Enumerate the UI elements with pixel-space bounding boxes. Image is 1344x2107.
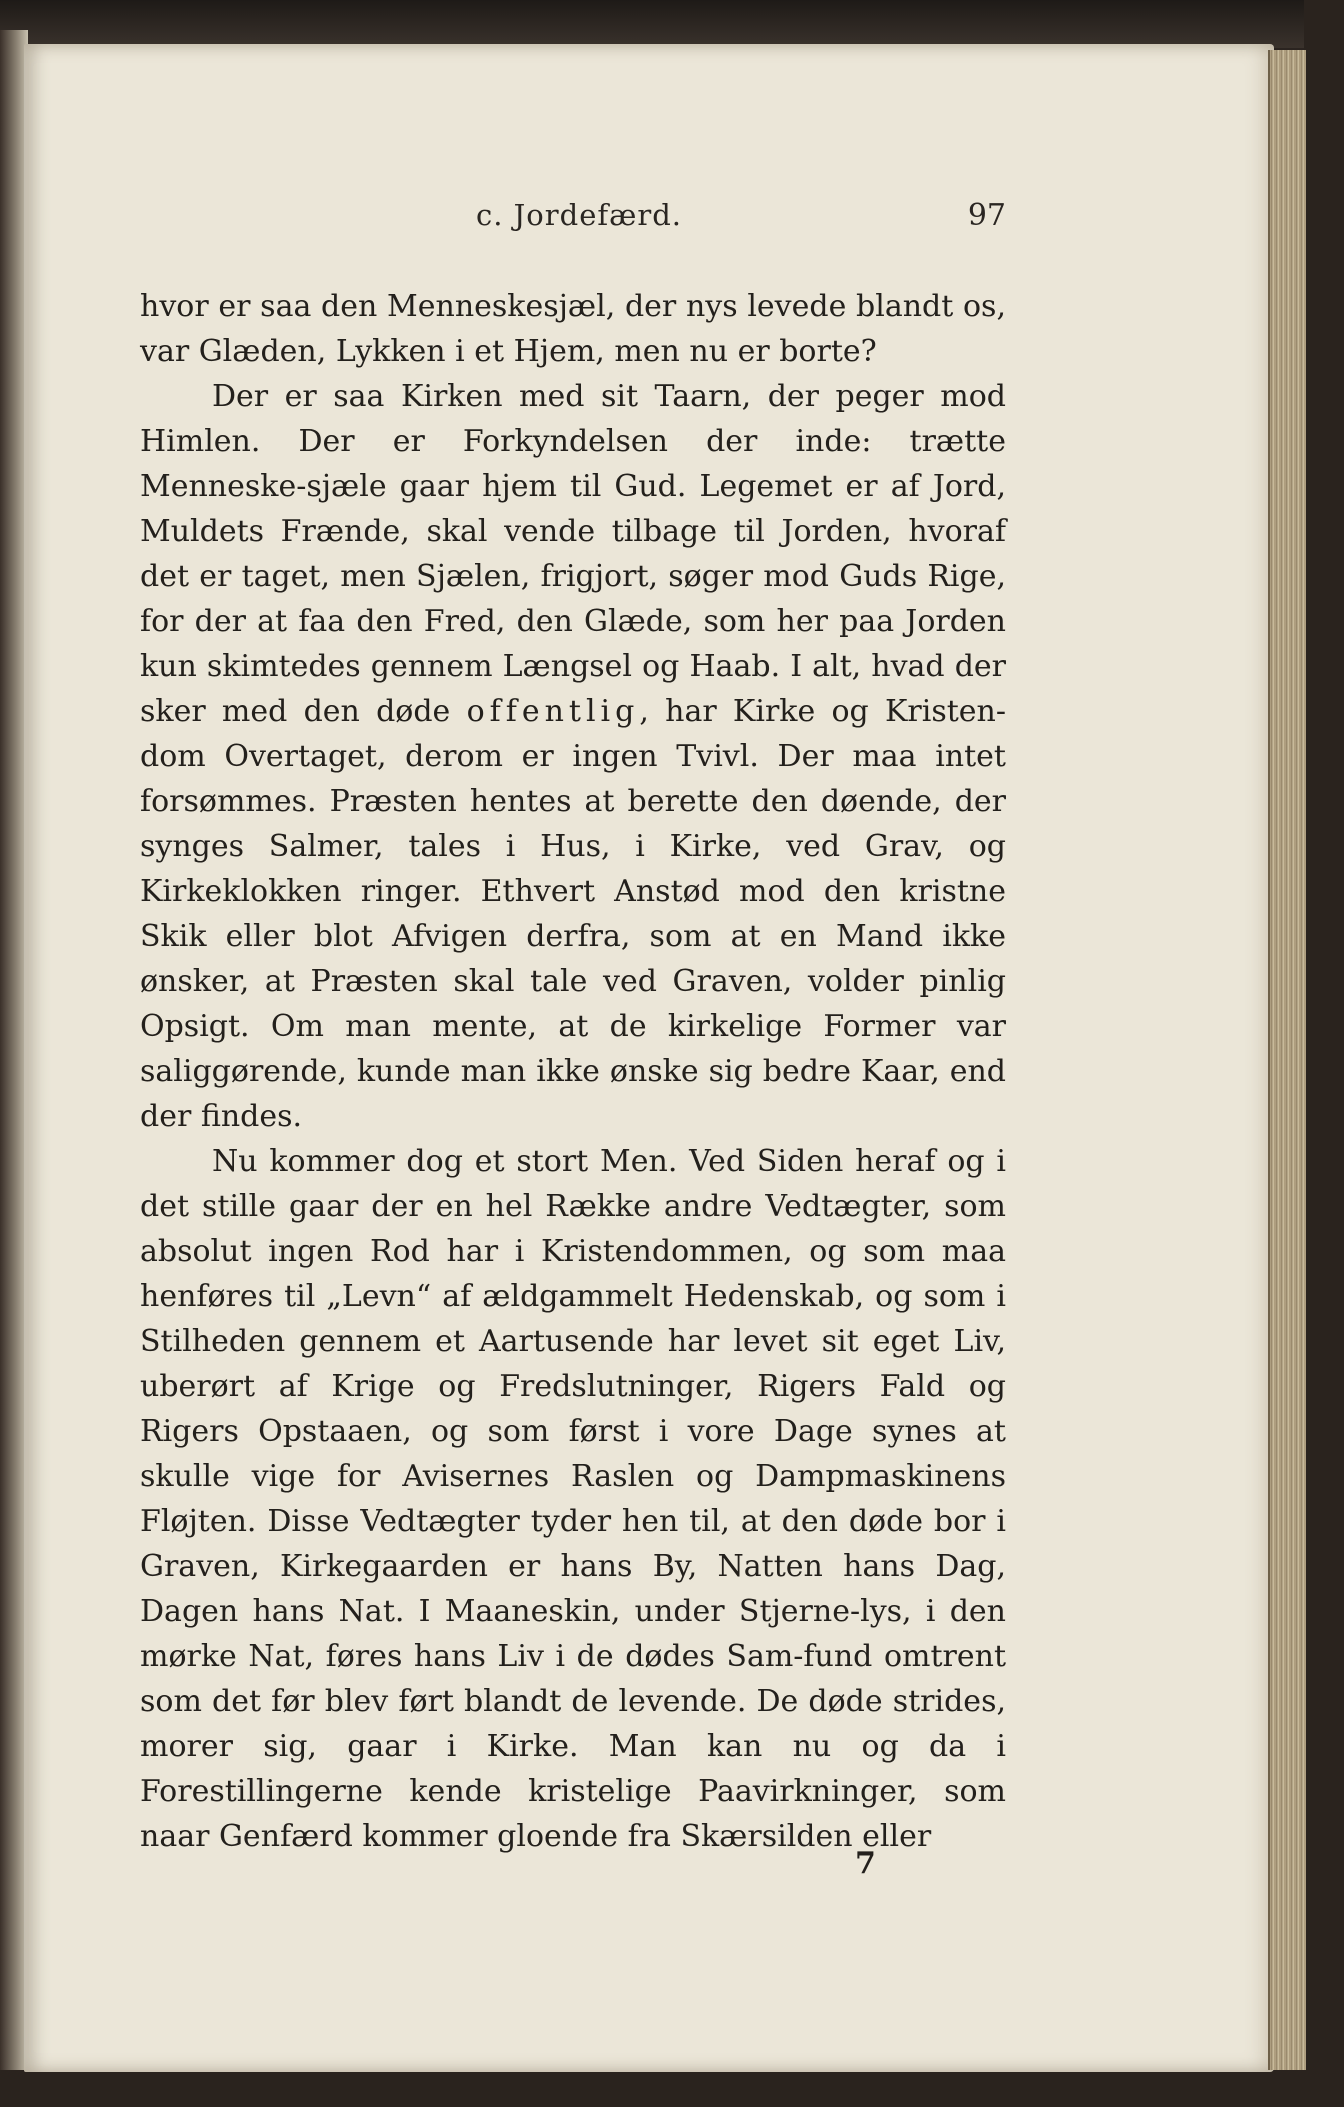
paragraph xyxy=(140,284,1006,374)
scan-border-right xyxy=(1304,0,1344,2107)
page-block-edges xyxy=(1268,50,1306,2070)
paragraph-text: Der er saa Kirken med sit Taarn, der peger mod Himlen. Der er Forkyndelsen der inde: trætte Menneske-sjæle gaar hjem til Gud. Legemet er af Jord, Muldets Frænde, skal vende tilbage til Jorden, hvoraf det er taget, men Sjælen, frigjort, søger mod Guds Rige, for der at faa den Fred, den Glæde, som her paa Jorden kun skimtedes gennem Længsel og Haab. I alt, hvad der sker med den døde xyxy=(140,379,1006,729)
paragraph xyxy=(140,374,1006,1139)
page-header xyxy=(140,198,1006,248)
paragraph xyxy=(140,1139,1006,1859)
scan-border-top xyxy=(0,0,1344,48)
running-title: c. Jordefærd. xyxy=(476,198,682,232)
paragraph-text: , har Kirke og Kristen-dom Overtaget, derom er ingen Tvivl. Der maa intet forsømmes. Præsten hentes at berette den døende, der synges Salmer, tales i Hus, i Kirke, ved Grav, og Kirkeklokken ringer. Ethvert Anstød mod den kristne Skik eller blot Afvigen derfra, som at en Mand ikke ønsker, at Præsten skal tale ved Graven, volder pinlig Opsigt. Om man mente, at de kirkelige Former var saliggørende, kunde man ikke ønske sig bedre Kaar, end der findes. xyxy=(140,694,1006,1134)
paragraph-text: Nu kommer dog et stort Men. Ved Siden heraf og i det stille gaar der en hel Række andre Vedtægter, som absolut ingen Rod har i Kristendommen, og som maa henføres til „Levn“ af ældgammelt Hedenskab, og som i Stilheden gennem et Aartusende har levet sit eget Liv, uberørt af Krige og Fredslutninger, Rigers Fald og Rigers Opstaaen, og som først i vore Dage synes at skulle vige for Avisernes Raslen og Dampmaskinens Fløjten. Disse Vedtægter tyder hen til, at den døde bor i Graven, Kirkegaarden er hans By, Natten hans Dag, Dagen hans Nat. I Maaneskin, under Stjerne-lys, i den mørke Nat, føres hans Liv i de dødes Sam-fund omtrent som det før blev ført blandt de levende. De døde strides, morer sig, gaar i Kirke. Man kan nu og da i Forestillingerne kende kristelige Paavirkninger, som naar Genfærd kommer gloende fra Skærsilden eller xyxy=(140,1144,1006,1854)
paragraph-text: hvor er saa den Menneskesjæl, der nys levede blandt os, var Glæden, Lykken i et Hjem, men nu er borte? xyxy=(140,289,1006,369)
body-text xyxy=(140,284,1006,1859)
page-number: 97 xyxy=(967,198,1006,233)
scan-border-bottom xyxy=(0,2070,1344,2107)
emphasized-word: offentlig xyxy=(466,694,640,729)
signature-mark: 7 xyxy=(855,1846,876,1881)
